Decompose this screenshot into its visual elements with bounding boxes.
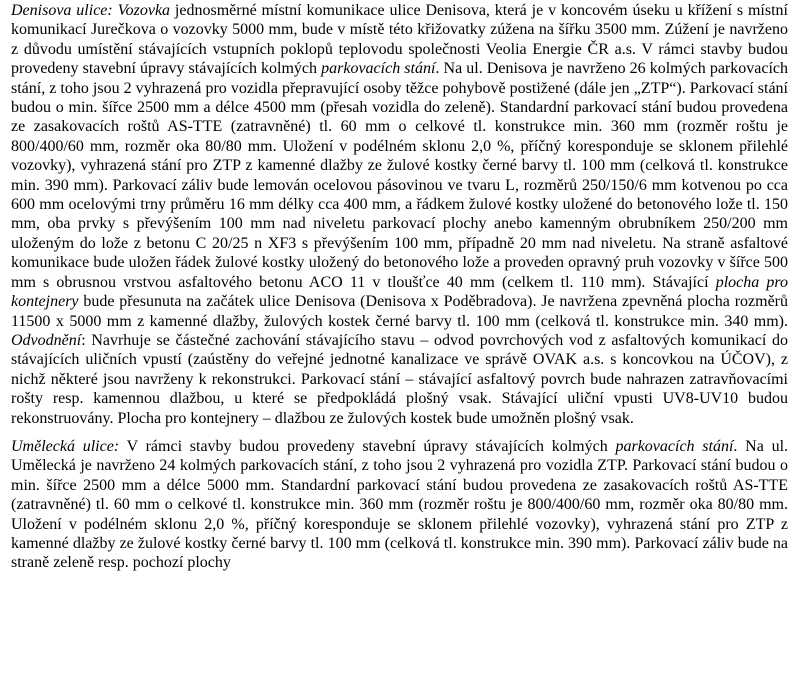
text-segment: : Navrhuje se částečné zachování stávajícího stavu – odvod povrchových vod z asfaltových komunikací do stávajících uličních vpustí (zaústěny do veřejné jednotné kanalizace ve správě OVAK a.s. s koncovkou na ÚČOV), z nichž některé jsou navrženy k rekonstrukci. Parkovací stání – stávající asfaltový povrch bude nahrazen zatravňovacími rošty resp. kamennou dlažbou, u které se předpokládá plošný vsak. Stávající uliční vpusti UV8-UV10 budou rekonstruovány. Plocha pro kontejnery – dlažbou ze žulových kostek bude umožněn plošný vsak.: [11, 331, 788, 427]
text-segment: . Na ul. Umělecká je navrženo 24 kolmých parkovacích stání, z toho jsou 2 vyhrazená pro vozidla ZTP. Parkovací stání budou o min. šířce 2500 mm a délce 5000 mm. Standardní parkovací stání budou provedena ze zasakovacích roštů AS-TTE (zatravněné) tl. 60 mm o celkové tl. konstrukce min. 360 mm (rozměr roštu je 800/400/60 mm, rozměr oka 80/80 mm. Uložení v podélném sklonu 2,0 %, příčný koresponduje se sklonem přilehlé vozovky), vyhrazená stání pro ZTP z kamenné dlažby ze žulové kostky černé barvy tl. 100 mm (celková tl. konstrukce min. 390 mm). Parkovací záliv bude na straně zeleně resp. pochozí plochy: [11, 437, 789, 572]
text-segment: jednosměrné místní komunikace ulice Denisova, která je v koncovém úseku u křížení s místní komunikací Jurečkova o vozovky 5000 mm, bude v místě této křižovatky zúžena na šířku 3500 mm. Zúžení je navrženo z důvodu umístění stávajících vstupních poklopů teplovodu společnosti Veolia Energie ČR a.s. V rámci stavby budou provedeny stavební úpravy stávajících kolmých: [11, 2, 788, 78]
term-odvodneni: Odvodnění: [11, 331, 82, 349]
heading-denisova-vozovka: Denisova ulice: Vozovka: [11, 2, 171, 19]
paragraph-umelecka: [11, 437, 788, 573]
text-segment: . Na ul. Denisova je navrženo 26 kolmých parkovacích stání, z toho jsou 2 vyhrazená pro vozidla přepravující osoby těžce pohybově postižené (dále jen „ZTP“). Parkovací stání budou o min. šířce 2500 mm a délce 4500 mm (přesah vozidla do zeleně). Standardní parkovací stání budou provedena ze zasakovacích roštů AS-TTE (zatravněné) tl. 60 mm o celkové tl. konstrukce min. 360 mm (rozměr roštu je 800/400/60 mm, rozměr oka 80/80 mm. Uložení v podélném sklonu 2,0 %, příčný koresponduje se sklonem přilehlé vozovky), vyhrazená stání pro ZTP z kamenné dlažby ze žulové kostky černé barvy tl. 100 mm (celková tl. konstrukce min. 390 mm). Parkovací záliv bude lemován ocelovou pásovinou ve tvaru L, rozměrů 250/150/6 mm kotvenou po cca 600 mm ocelovými trny průměru 16 mm délky cca 400 mm, a řádkem žulové kostky uložené do betonového lože tl. 150 mm, oba prvky s převýšením 100 mm nad niveletu parkovací plochy anebo kamenným obrubníkem 250/200 mm uloženým do lože z betonu C 20/25 n XF3 s převýšením 100 mm, případně 20 mm nad niveletu. Na straně asfaltové komunikace bude uložen řádek žulové kostky uložený do betonového lože a proveden opravný pruh vozovky v šířce 500 mm s obrusnou vrstvou asfaltového betonu ACO 11 v tloušťce 40 mm (celkem tl. 110 mm). Stávající: [11, 60, 789, 291]
paragraph-denisova: [11, 1, 788, 428]
term-parkovaci-stani: parkovacích stání: [321, 60, 436, 78]
heading-umelecka-ulice: Umělecká ulice:: [11, 437, 120, 455]
term-plocha-pro-kontejnery: plocha pro kontejnery: [11, 273, 789, 311]
term-parkovaci-stani: parkovacích stání: [615, 437, 734, 455]
text-segment: V rámci stavby budou provedeny stavební úpravy stávajících kolmých: [119, 437, 616, 455]
text-segment: bude přesunuta na začátek ulice Denisova (Denisova x Poděbradova). Je navržena zpevněná plocha rozměrů 11500 x 5000 mm z kamenné dlažby, žulových kostek černé barvy tl. 100 mm (celková tl. konstrukce min. 340 mm).: [11, 293, 788, 330]
